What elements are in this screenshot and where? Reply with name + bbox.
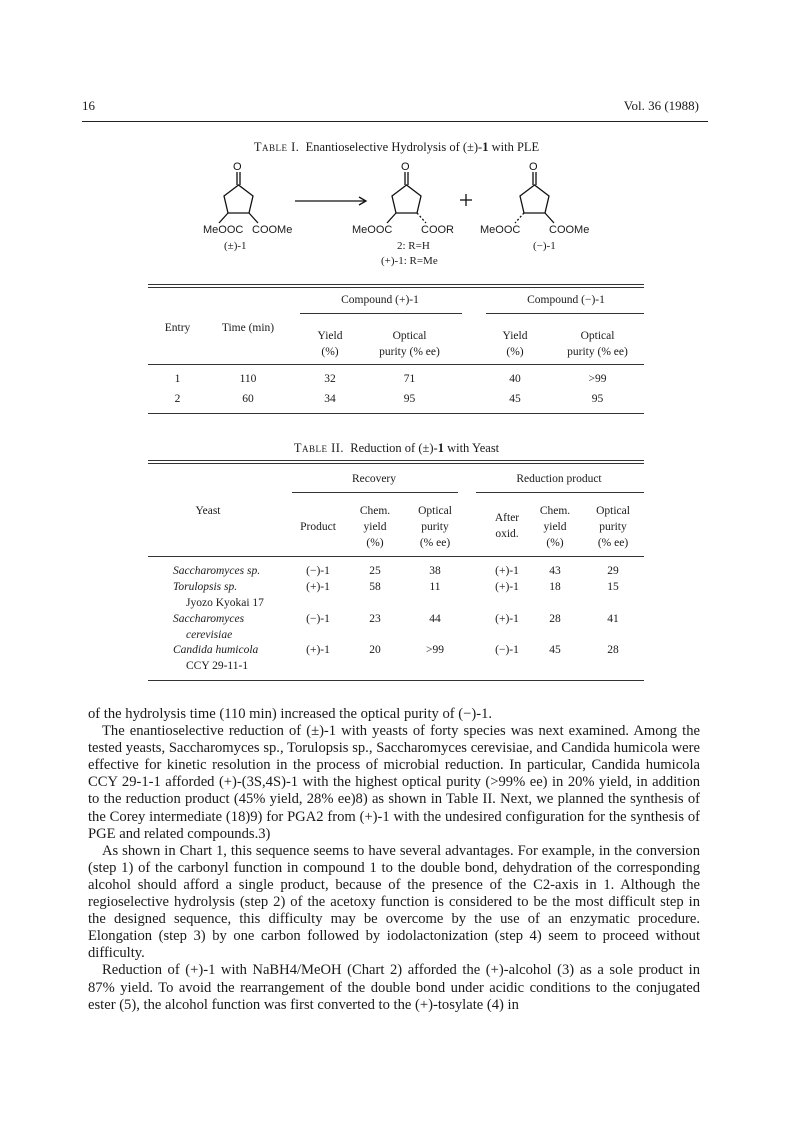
table2-row3-opt: 44 — [429, 613, 441, 625]
table1-row1-optical2: >99 — [588, 373, 607, 385]
paragraph-3: As shown in Chart 1, this sequence seems to have several advantages. For example, in the conversion (step 1) of the carbonyl function in compound 1 to the double bond, dehydration of the corresponding alcohol should afford a single product, because of the presence of the C2-axis in 1. Although the regioselective hydrolysis (step 2) of the acetoxy function is considered to be the most difficult step in the designed sequence, this difficulty may be overcome by the use of an enzymatic procedure. Elongation (step 3) by one carbon followed by iodolactonization (step 4) seem to proceed without difficulty. — [88, 842, 700, 962]
table2-bottom-rule — [148, 680, 644, 681]
table1-col-optical-unit-1: purity (% ee) — [379, 346, 440, 358]
table2-row3-chem: 23 — [369, 613, 381, 625]
table2-row1-opt2: 29 — [607, 565, 619, 577]
table1-row1-yield1: 32 — [324, 373, 336, 385]
scheme-product-left: MeOOC — [352, 224, 393, 236]
table2-row3-opt2: 41 — [607, 613, 619, 625]
table2-col-chem-1c: (%) — [366, 537, 384, 549]
table1-title-after: with PLE — [488, 140, 540, 154]
table2-col-chem-2a: Chem. — [539, 505, 571, 517]
carbonyl-o-2: O — [401, 161, 410, 173]
table2-col-chem-1a: Chem. — [359, 505, 391, 517]
table1-col-optical-2: Optical — [580, 330, 615, 342]
table1-top-rule-2 — [148, 287, 644, 288]
table1-row1-optical1: 71 — [403, 373, 416, 385]
table1-col-yield-unit-1: (%) — [321, 346, 339, 358]
table2-row4-yeast2: CCY 29-11-1 — [186, 660, 249, 672]
table2-row1-opt: 38 — [429, 565, 441, 577]
table1-row2-yield2: 45 — [509, 393, 521, 405]
table2-row3-product: (−)-1 — [306, 613, 330, 625]
table2-row3-yeast2: cerevisiae — [186, 629, 233, 641]
scheme-prod-label-1: 2: R=H — [397, 240, 430, 252]
table1-col-entry: Entry — [164, 322, 191, 334]
table2-col-opt-1a: Optical — [418, 505, 452, 517]
table1-bottom-rule — [148, 413, 644, 414]
table2-group-recovery: Recovery — [351, 473, 397, 485]
table1-col-yield-unit-2: (%) — [506, 346, 524, 358]
table2-col-opt-1c: (% ee) — [419, 537, 451, 549]
table2-row4-chem: 20 — [369, 644, 381, 656]
scheme-remaining-left: MeOOC — [480, 224, 521, 236]
table2-row2-opt: 11 — [429, 581, 441, 593]
paragraph-2: The enantioselective reduction of (±)-1 with yeasts of forty species was next examined. Among the tested yeasts, Saccharomyces sp., Torulopsis sp., Saccharomyces cerevisiae, and Candida humicola were effective for kinetic resolution in the process of microbial reduction. In particular, Candida humicola CCY 29-1-1 afforded (+)-(3S,4S)-1 with the highest optical purity (>99% ee) in 20% yield, in addition to the reduction product (45% yield, 28% ee)8) as shown in Table II. Next, we planned the synthesis of the Corey intermediate (18)9) for PGA2 from (+)-1 with the undesired configuration for the synthesis of PGE and related compounds.3) — [88, 723, 700, 842]
table1-header-rule — [148, 364, 644, 365]
table2-group-rule-2 — [476, 492, 644, 493]
table1-row1-yield2: 40 — [509, 373, 521, 385]
table2-title-bold: 1 — [437, 441, 444, 455]
table1-row2-time: 60 — [242, 393, 254, 405]
carbonyl-o-1: O — [233, 161, 242, 173]
table2-label: Table II. — [293, 441, 345, 455]
table2-col-chem-2c: (%) — [546, 537, 564, 549]
table2-row2-product: (+)-1 — [306, 581, 330, 593]
scheme-product-right: COOR — [421, 224, 454, 236]
table1-col-optical-1: Optical — [392, 330, 427, 342]
scheme-minus-label: (−)-1 — [533, 240, 556, 252]
table2-row4-after: (−)-1 — [495, 644, 519, 656]
table1-label: Table I. — [253, 140, 300, 154]
table1-group-rule-2 — [486, 313, 644, 314]
page-number: 16 — [82, 98, 95, 113]
table1-row1-time: 110 — [239, 373, 257, 385]
table2-row2-chem2: 18 — [549, 581, 561, 593]
table2-row1-chem: 25 — [369, 565, 381, 577]
table2-row4-opt: >99 — [426, 644, 444, 656]
table2-row1-chem2: 43 — [549, 565, 561, 577]
table1-group-minus: Compound (−)-1 — [527, 294, 605, 306]
table1-title-bold: 1 — [482, 140, 489, 154]
table2-header-rule — [148, 556, 644, 557]
table2-caption — [0, 441, 793, 456]
table2-row3-chem2: 28 — [549, 613, 561, 625]
table2-col-yeast: Yeast — [195, 505, 221, 517]
scheme-remaining-right: COOMe — [549, 224, 590, 236]
paragraph-1: of the hydrolysis time (110 min) increased the optical purity of (−)-1. — [88, 706, 493, 722]
table1-col-time: Time (min) — [221, 322, 275, 334]
table1-row1-entry: 1 — [174, 373, 181, 385]
table1-row2-yield1: 34 — [324, 393, 336, 405]
table1-group-rule-1 — [300, 313, 462, 314]
table2-group-reduction: Reduction product — [516, 473, 602, 485]
table1-col-yield-2: Yield — [502, 330, 528, 342]
table2-title-after: with Yeast — [443, 441, 500, 455]
table2-row1-product: (−)-1 — [306, 565, 330, 577]
table1-row2-optical1: 95 — [403, 393, 416, 405]
table2-row2-after: (+)-1 — [495, 581, 519, 593]
table1-top-rule — [148, 284, 644, 285]
table2-row3-yeast: Saccharomyces — [173, 613, 245, 625]
table2-top-rule-2 — [148, 463, 644, 464]
table2-group-rule-1 — [292, 492, 458, 493]
table2-col-chem-1b: yield — [363, 521, 387, 533]
scheme-ester-right: COOMe — [252, 224, 293, 236]
table2-row3-after: (+)-1 — [495, 613, 519, 625]
table2-col-after-a: After — [494, 512, 520, 524]
table2-title: Reduction of (±)- — [350, 441, 438, 455]
journal-volume: Vol. 36 (1988) — [623, 98, 699, 113]
table2-col-opt-2c: (% ee) — [597, 537, 629, 549]
table2-row2-opt2: 15 — [607, 581, 619, 593]
table2-top-rule — [148, 460, 644, 461]
table2-row4-opt2: 28 — [607, 644, 619, 656]
table1-group-plus: Compound (+)-1 — [341, 294, 419, 306]
table2-row1-after: (+)-1 — [495, 565, 519, 577]
paragraph-4: Reduction of (+)-1 with NaBH4/MeOH (Chart 2) afforded the (+)-alcohol (3) as a sole product in 87% yield. To avoid the rearrangement of the double bond under acidic conditions to the conjugated ester (5), the alcohol function was first converted to the (+)-tosylate (4) in — [88, 962, 700, 1013]
table2-col-opt-1b: purity — [421, 521, 449, 533]
table2-col-opt-2a: Optical — [596, 505, 630, 517]
table2-row2-yeast2: Jyozo Kyokai 17 — [186, 597, 264, 609]
body-text — [88, 706, 700, 1014]
table2-row4-product: (+)-1 — [306, 644, 330, 656]
table2-col-chem-2b: yield — [543, 521, 567, 533]
table2-row2-yeast: Torulopsis sp. — [173, 581, 238, 593]
table2-col-product: Product — [300, 521, 336, 533]
header-rule — [82, 121, 708, 122]
table2-row4-chem2: 45 — [549, 644, 561, 656]
table2-col-after-b: oxid. — [495, 528, 519, 540]
scheme-prod-label-2: (+)-1: R=Me — [381, 255, 438, 267]
table2-col-opt-2b: purity — [599, 521, 627, 533]
table1-col-yield-1: Yield — [317, 330, 343, 342]
carbonyl-o-3: O — [529, 161, 538, 173]
table2-row1-yeast: Saccharomyces sp. — [173, 565, 261, 577]
table1-col-optical-unit-2: purity (% ee) — [567, 346, 628, 358]
table1-row2-entry: 2 — [174, 393, 181, 405]
table1-title: Enantioselective Hydrolysis of (±)- — [305, 140, 483, 154]
table2-row4-yeast: Candida humicola — [173, 644, 259, 656]
table2-row2-chem: 58 — [369, 581, 381, 593]
scheme-ester-left: MeOOC — [203, 224, 244, 236]
scheme-sm-label: (±)-1 — [224, 240, 247, 252]
table1-row2-optical2: 95 — [591, 393, 604, 405]
table1-caption — [0, 140, 793, 155]
